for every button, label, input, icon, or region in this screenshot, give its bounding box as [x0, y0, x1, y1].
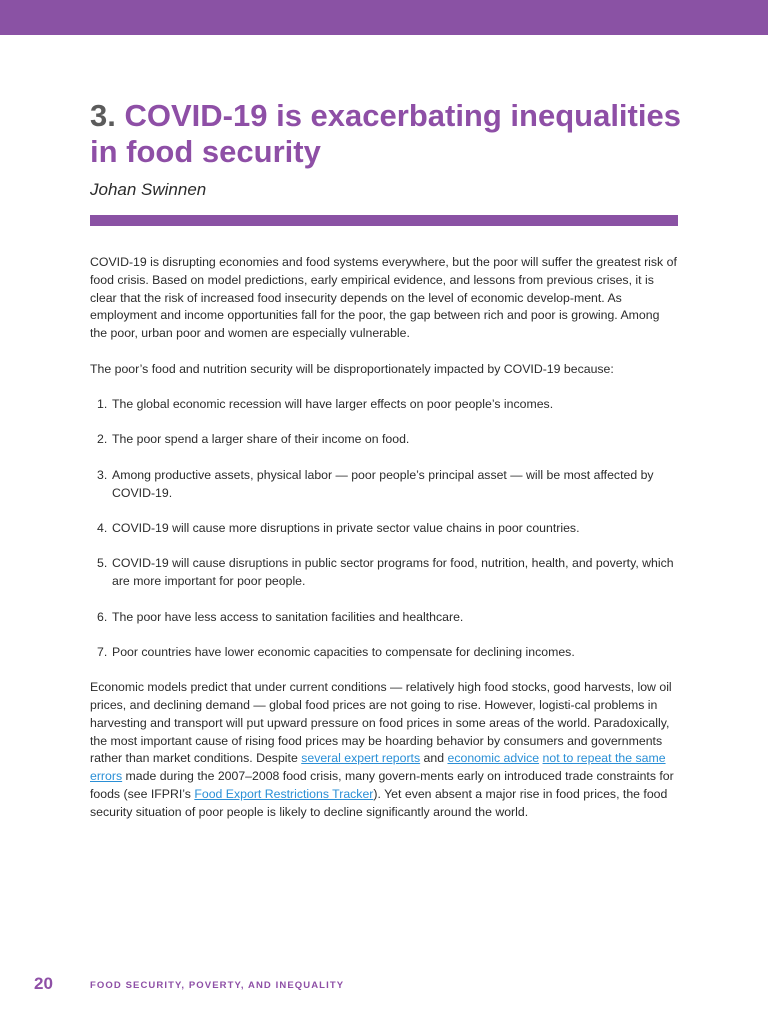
- list-item-number: 5.: [97, 556, 108, 571]
- list-item-number: 2.: [97, 432, 108, 447]
- header-band: [0, 0, 768, 35]
- list-item: [90, 555, 678, 591]
- chapter-title-text: COVID-19 is exacerbating inequalities in food security: [90, 98, 681, 169]
- link-economic-advice[interactable]: economic advice: [447, 751, 540, 766]
- lead-paragraph: The poor’s food and nutrition security will be disproportionately impacted by COVID-19 because:: [90, 361, 614, 376]
- list-item-number: 7.: [97, 644, 108, 659]
- page-number: 20: [34, 974, 53, 993]
- list-item: [90, 396, 678, 414]
- list-item: [90, 520, 678, 538]
- body-text: [90, 254, 678, 822]
- list-item-text: COVID-19 will cause more disruptions in private sector value chains in poor countries.: [112, 520, 580, 535]
- list-item-text: The global economic recession will have larger effects on poor people’s incomes.: [112, 396, 554, 411]
- list-item-number: 3.: [97, 467, 108, 482]
- closing-paragraph: [90, 679, 678, 821]
- list-item-text: Poor countries have lower economic capacities to compensate for declining incomes.: [112, 644, 575, 659]
- author-name: Johan Swinnen: [90, 180, 207, 199]
- list-item-text: Among productive assets, physical labor — poor people’s principal asset — will be most affected by COVID-19.: [112, 467, 654, 500]
- link-not-to-repeat[interactable]: not to repeat the same errors: [90, 751, 666, 784]
- intro-paragraph: COVID-19 is disrupting economies and food systems everywhere, but the poor will suffer the greatest risk of food crisis. Based on model predictions, early empirical evidence, and lessons from previous crises, it is clear that the risk of increased food insecurity depends on the level of economic develop-ment. As employment and income opportunities fall for the poor, the gap between rich and poor is growing. Among the poor, urban poor and women are especially vulnerable.: [90, 255, 677, 341]
- list-item: [90, 431, 678, 449]
- list-item-number: 6.: [97, 609, 108, 624]
- list-item-number: 4.: [97, 520, 108, 535]
- closing-text-2: and: [420, 751, 448, 766]
- closing-text-1: Economic models predict that under current conditions — relatively high food stocks, good harvests, low oil prices, and declining demand — global food prices are not going to rise. However, logisti-cal problems in harvesting and transport will put upward pressure on food prices in some areas of the world. Paradoxically, the most important cause of rising food prices may be hoarding behavior by consumers and governments rather than market conditions. Despite: [90, 680, 672, 766]
- closing-text-5: ). Yet even absent a major rise in food prices, the food security situation of poor people is likely to decline significantly around the world.: [90, 787, 668, 819]
- title-divider: [90, 215, 678, 226]
- list-item: [90, 609, 678, 627]
- list-item-text: The poor have less access to sanitation facilities and healthcare.: [112, 609, 464, 624]
- running-footer-title: FOOD SECURITY, POVERTY, AND INEQUALITY: [90, 980, 345, 991]
- link-food-export-tracker[interactable]: Food Export Restrictions Tracker: [194, 787, 374, 802]
- reasons-list: [90, 396, 678, 662]
- list-item-text: The poor spend a larger share of their income on food.: [112, 432, 410, 447]
- chapter-title: [90, 98, 700, 170]
- list-item-number: 1.: [97, 396, 108, 411]
- closing-text-4: made during the 2007–2008 food crisis, many govern-ments early on introduced trade constraints for foods (see IFPRI’s: [90, 769, 674, 802]
- list-item: [90, 644, 678, 662]
- list-item: [90, 467, 678, 503]
- list-item-text: COVID-19 will cause disruptions in public sector programs for food, nutrition, health, and poverty, which are more important for poor people.: [112, 556, 674, 589]
- link-several-expert-reports[interactable]: several expert reports: [301, 751, 421, 766]
- chapter-number: 3.: [90, 98, 116, 133]
